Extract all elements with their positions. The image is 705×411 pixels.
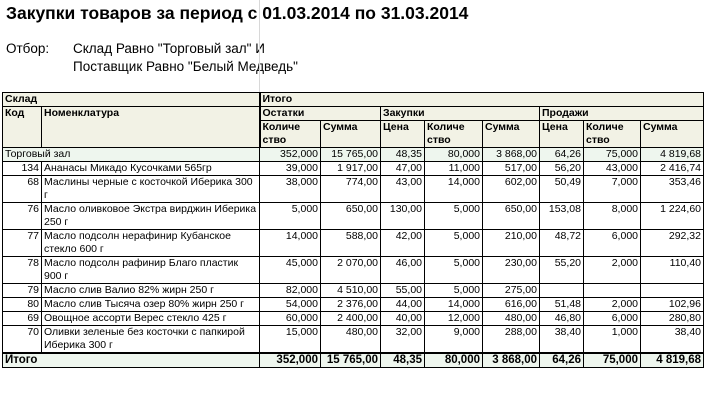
- filter-condition-warehouse: Склад Равно "Торговый зал" И: [73, 41, 265, 56]
- total-sale-sum: 4 819,68: [641, 353, 704, 368]
- header-total: Итого: [260, 93, 704, 107]
- item-purchase-qty: 9,000: [425, 326, 483, 354]
- item-purchase-price: 42,00: [381, 230, 425, 257]
- header-code: Код: [3, 107, 42, 148]
- item-code: 78: [3, 257, 42, 284]
- item-sale-price: 153,08: [540, 203, 584, 230]
- item-sale-qty: 2,000: [584, 257, 641, 284]
- item-purchase-price: 55,00: [381, 284, 425, 298]
- item-purchase-sum: 275,00: [483, 284, 540, 298]
- item-sale-sum: 1 224,60: [641, 203, 704, 230]
- item-sale-qty: 43,000: [584, 162, 641, 176]
- report-body: [3, 148, 704, 354]
- report-title: Закупки товаров за период с 01.03.2014 по 31.03.2014: [6, 3, 469, 23]
- item-name: Масло слив Валио 82% жирн 250 г: [42, 284, 260, 298]
- item-stock-sum: 774,00: [321, 176, 381, 203]
- total-sale-price: 64,26: [540, 353, 584, 368]
- item-purchase-sum: 650,00: [483, 203, 540, 230]
- item-name: Масло подсолн рафинир Благо пластик 900 г: [42, 257, 260, 284]
- header-purchase-qty: Количе ство: [425, 121, 483, 148]
- item-name: Ананасы Микадо Кусочками 565гр: [42, 162, 260, 176]
- item-purchase-price: 43,00: [381, 176, 425, 203]
- total-purchase-price: 48,35: [381, 353, 425, 368]
- item-sale-price: 51,48: [540, 298, 584, 312]
- item-stock-sum: 650,00: [321, 203, 381, 230]
- header-row-2: [3, 107, 704, 121]
- header-purchases: Закупки: [381, 107, 540, 121]
- group-name: Торговый зал: [3, 148, 260, 162]
- item-sale-sum: 353,46: [641, 176, 704, 203]
- item-code: 79: [3, 284, 42, 298]
- item-stock-sum: 2 376,00: [321, 298, 381, 312]
- item-sale-qty: 7,000: [584, 176, 641, 203]
- item-purchase-qty: 5,000: [425, 203, 483, 230]
- item-sale-sum: [641, 284, 704, 298]
- item-stock-sum: 4 510,00: [321, 284, 381, 298]
- item-purchase-qty: 11,000: [425, 162, 483, 176]
- item-code: 69: [3, 312, 42, 326]
- item-purchase-qty: 12,000: [425, 312, 483, 326]
- total-sale-qty: 75,000: [584, 353, 641, 368]
- header-purchase-price: Цена: [381, 121, 425, 148]
- header-warehouse: Склад: [3, 93, 260, 107]
- item-purchase-qty: 5,000: [425, 284, 483, 298]
- item-sale-sum: 102,96: [641, 298, 704, 312]
- group-purchase-price: 48,35: [381, 148, 425, 162]
- group-stock-qty: 352,000: [260, 148, 321, 162]
- table-row: [3, 230, 704, 257]
- item-sale-price: 46,80: [540, 312, 584, 326]
- item-sale-price: 55,20: [540, 257, 584, 284]
- item-sale-sum: 38,40: [641, 326, 704, 354]
- item-name: Оливки зеленые без косточки с папкирой Иберика 300 г: [42, 326, 260, 354]
- item-code: 76: [3, 203, 42, 230]
- item-stock-sum: 2 400,00: [321, 312, 381, 326]
- item-sale-sum: 2 416,74: [641, 162, 704, 176]
- header-sales: Продажи: [540, 107, 704, 121]
- item-purchase-sum: 480,00: [483, 312, 540, 326]
- item-code: 80: [3, 298, 42, 312]
- header-item: Номенклатура: [42, 107, 260, 148]
- header-stock-qty: Количе ство: [260, 121, 321, 148]
- item-stock-sum: 2 070,00: [321, 257, 381, 284]
- item-sale-qty: 8,000: [584, 203, 641, 230]
- item-stock-qty: 39,000: [260, 162, 321, 176]
- total-label: Итого: [3, 353, 260, 368]
- item-purchase-sum: 602,00: [483, 176, 540, 203]
- item-purchase-sum: 517,00: [483, 162, 540, 176]
- header-sale-price: Цена: [540, 121, 584, 148]
- item-name: Маслины черные с косточкой Иберика 300 г: [42, 176, 260, 203]
- item-stock-qty: 54,000: [260, 298, 321, 312]
- header-sale-sum: Сумма: [641, 121, 704, 148]
- group-sale-sum: 4 819,68: [641, 148, 704, 162]
- table-row: [3, 176, 704, 203]
- item-stock-qty: 14,000: [260, 230, 321, 257]
- item-purchase-price: 32,00: [381, 326, 425, 354]
- item-purchase-qty: 14,000: [425, 298, 483, 312]
- item-sale-qty: 6,000: [584, 312, 641, 326]
- group-purchase-qty: 80,000: [425, 148, 483, 162]
- item-sale-price: [540, 284, 584, 298]
- item-purchase-price: 44,00: [381, 298, 425, 312]
- item-name: Масло слив Тысяча озер 80% жирн 250 г: [42, 298, 260, 312]
- item-stock-qty: 15,000: [260, 326, 321, 354]
- item-code: 68: [3, 176, 42, 203]
- item-code: 134: [3, 162, 42, 176]
- table-row: [3, 284, 704, 298]
- item-sale-sum: 110,40: [641, 257, 704, 284]
- item-sale-price: 38,40: [540, 326, 584, 354]
- header-stock-sum: Сумма: [321, 121, 381, 148]
- total-stock-sum: 15 765,00: [321, 353, 381, 368]
- item-sale-price: 50,49: [540, 176, 584, 203]
- item-purchase-sum: 230,00: [483, 257, 540, 284]
- item-purchase-sum: 288,00: [483, 326, 540, 354]
- group-row-warehouse: [3, 148, 704, 162]
- header-purchase-sum: Сумма: [483, 121, 540, 148]
- total-row: [3, 353, 704, 368]
- header-sale-qty: Количе ство: [584, 121, 641, 148]
- item-code: 70: [3, 326, 42, 354]
- header-stock: Остатки: [260, 107, 381, 121]
- item-stock-sum: 588,00: [321, 230, 381, 257]
- item-stock-qty: 60,000: [260, 312, 321, 326]
- table-row: [3, 326, 704, 354]
- group-purchase-sum: 3 868,00: [483, 148, 540, 162]
- item-purchase-qty: 14,000: [425, 176, 483, 203]
- table-row: [3, 162, 704, 176]
- item-name: Овощное ассорти Верес стекло 425 г: [42, 312, 260, 326]
- item-purchase-price: 47,00: [381, 162, 425, 176]
- item-sale-qty: 2,000: [584, 298, 641, 312]
- item-purchase-sum: 616,00: [483, 298, 540, 312]
- group-stock-sum: 15 765,00: [321, 148, 381, 162]
- item-sale-price: 56,20: [540, 162, 584, 176]
- item-sale-qty: 1,000: [584, 326, 641, 354]
- item-purchase-price: 40,00: [381, 312, 425, 326]
- item-sale-qty: [584, 284, 641, 298]
- item-sale-qty: 6,000: [584, 230, 641, 257]
- item-name: Масло оливковое Экстра вирджин Иберика 250 г: [42, 203, 260, 230]
- item-stock-qty: 82,000: [260, 284, 321, 298]
- total-purchase-sum: 3 868,00: [483, 353, 540, 368]
- item-code: 77: [3, 230, 42, 257]
- item-purchase-qty: 5,000: [425, 257, 483, 284]
- item-stock-qty: 38,000: [260, 176, 321, 203]
- table-row: [3, 312, 704, 326]
- item-stock-qty: 5,000: [260, 203, 321, 230]
- item-stock-qty: 45,000: [260, 257, 321, 284]
- item-sale-sum: 292,32: [641, 230, 704, 257]
- total-stock-qty: 352,000: [260, 353, 321, 368]
- item-purchase-price: 46,00: [381, 257, 425, 284]
- item-purchase-price: 130,00: [381, 203, 425, 230]
- item-stock-sum: 1 917,00: [321, 162, 381, 176]
- table-row: [3, 257, 704, 284]
- item-purchase-qty: 5,000: [425, 230, 483, 257]
- column-guide-line: [259, 0, 260, 92]
- group-sale-price: 64,26: [540, 148, 584, 162]
- item-sale-price: 48,72: [540, 230, 584, 257]
- filter-label: Отбор:: [6, 41, 50, 56]
- filter-condition-supplier: Поставщик Равно "Белый Медведь": [73, 59, 298, 74]
- item-sale-sum: 280,80: [641, 312, 704, 326]
- purchases-report-table: [2, 92, 704, 368]
- table-row: [3, 298, 704, 312]
- total-purchase-qty: 80,000: [425, 353, 483, 368]
- table-row: [3, 203, 704, 230]
- header-row-1: [3, 93, 704, 107]
- item-purchase-sum: 210,00: [483, 230, 540, 257]
- group-sale-qty: 75,000: [584, 148, 641, 162]
- item-name: Масло подсолн нерафинир Кубанское стекло 600 г: [42, 230, 260, 257]
- item-stock-sum: 480,00: [321, 326, 381, 354]
